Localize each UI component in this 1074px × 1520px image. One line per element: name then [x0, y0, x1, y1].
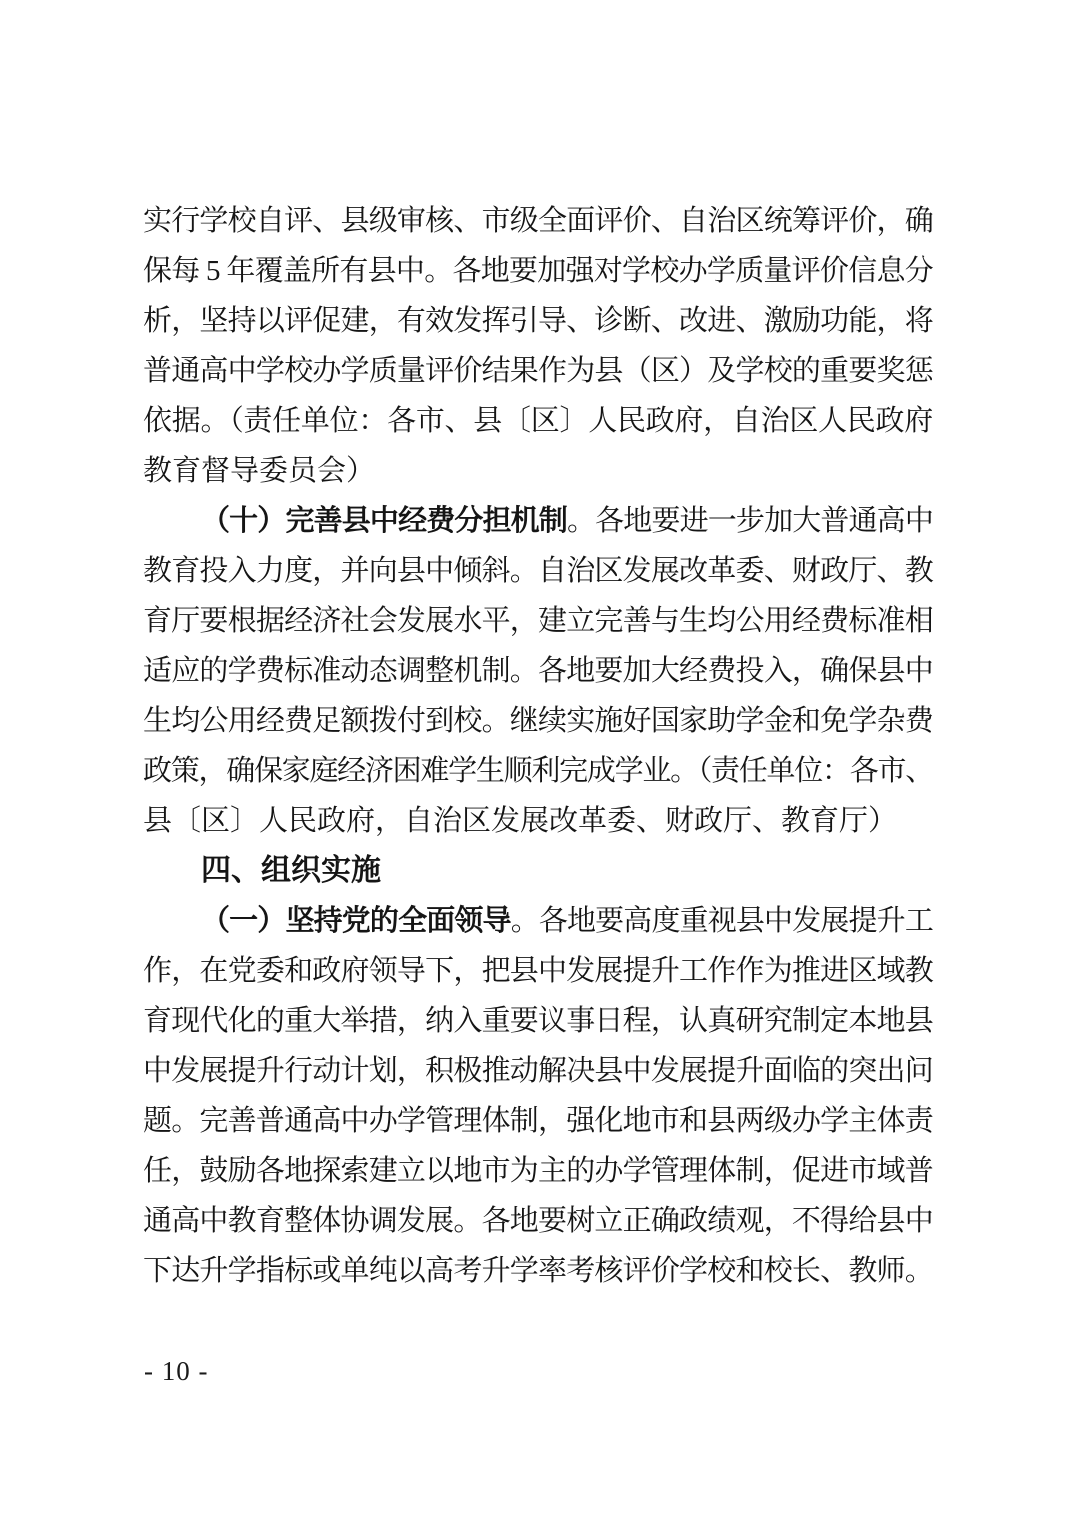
para-party-leadership	[143, 896, 933, 1296]
heading-organization-implementation	[143, 846, 933, 896]
text-line	[143, 246, 933, 296]
text-line	[143, 696, 933, 746]
text-segment: 生均公用经费足额拨付到校。继续实施好国家助学金和免学杂费	[143, 705, 933, 737]
text-segment: 育现代化的重大举措，纳入重要议事日程，认真研究制定本地县	[143, 1005, 933, 1037]
text-segment: 中发展提升行动计划，积极推动解决县中发展提升面临的突出问	[143, 1055, 933, 1087]
text-line	[143, 1196, 933, 1246]
paragraph-lead: （一）坚持党的全面领导	[201, 905, 511, 937]
line-content	[143, 246, 933, 296]
line-content	[143, 646, 933, 696]
text-line	[143, 596, 933, 646]
text-segment: 教育投入力度，并向县中倾斜。自治区发展改革委、财政厅、教	[143, 555, 933, 587]
line-content	[143, 696, 933, 746]
text-segment: 保每 5 年覆盖所有县中。各地要加强对学校办学质量评价信息分	[143, 255, 933, 287]
text-segment: 适应的学费标准动态调整机制。各地要加大经费投入，确保县中	[143, 655, 933, 687]
line-content	[143, 196, 933, 246]
text-line	[143, 396, 933, 446]
line-content	[143, 546, 933, 596]
paragraph-lead: 四、组织实施	[201, 854, 381, 887]
text-segment: 依据。（责任单位：各市、县〔区〕人民政府，自治区人民政府	[143, 405, 933, 437]
text-segment: 。各地要高度重视县中发展提升工	[510, 905, 933, 937]
line-content	[143, 1246, 933, 1296]
line-content	[201, 846, 381, 896]
text-line	[143, 746, 933, 796]
text-line	[143, 446, 933, 496]
line-content	[143, 1046, 933, 1096]
line-content	[201, 496, 933, 546]
line-content	[143, 296, 933, 346]
text-line	[143, 896, 933, 946]
heading-line	[143, 846, 933, 896]
text-line	[143, 996, 933, 1046]
paragraph-lead: （十）完善县中经费分担机制	[201, 505, 567, 537]
para-quality-evaluation	[143, 196, 933, 496]
document-body	[143, 196, 933, 1296]
text-segment: 作，在党委和政府领导下，把县中发展提升工作作为推进区域教	[143, 955, 933, 987]
line-content	[143, 346, 933, 396]
text-segment: 题。完善普通高中办学管理体制，强化地市和县两级办学主体责	[143, 1105, 933, 1137]
line-content	[143, 396, 933, 446]
text-line	[143, 1046, 933, 1096]
text-segment: 析，坚持以评促建，有效发挥引导、诊断、改进、激励功能，将	[143, 305, 933, 337]
text-line	[143, 1096, 933, 1146]
line-content	[201, 896, 933, 946]
text-segment: 普通高中学校办学质量评价结果作为县（区）及学校的重要奖惩	[143, 355, 933, 387]
text-line	[143, 346, 933, 396]
line-content	[143, 946, 933, 996]
text-segment: 任，鼓励各地探索建立以地市为主的办学管理体制，促进市域普	[143, 1155, 933, 1187]
text-segment: 育厅要根据经济社会发展水平，建立完善与生均公用经费标准相	[143, 605, 933, 637]
text-segment: 县〔区〕人民政府，自治区发展改革委、财政厅、教育厅）	[143, 805, 898, 837]
text-line	[143, 646, 933, 696]
line-content	[143, 1146, 933, 1196]
text-line	[143, 1146, 933, 1196]
line-content	[143, 1196, 933, 1246]
line-content	[143, 796, 897, 846]
text-segment: 通高中教育整体协调发展。各地要树立正确政绩观，不得给县中	[143, 1205, 933, 1237]
text-segment: 下达升学指标或单纯以高考升学率考核评价学校和校长、教师。	[143, 1255, 933, 1287]
text-segment: 。各地要进一步加大普通高中	[567, 505, 933, 537]
page-number: - 10 -	[144, 1356, 209, 1386]
line-content	[143, 1096, 933, 1146]
line-content	[143, 996, 933, 1046]
text-line	[143, 196, 933, 246]
text-line	[143, 946, 933, 996]
text-line	[143, 1246, 933, 1296]
line-content	[143, 596, 933, 646]
text-line	[143, 796, 933, 846]
text-line	[143, 496, 933, 546]
text-segment: 教育督导委员会）	[143, 455, 376, 487]
text-segment: 实行学校自评、县级审核、市级全面评价、自治区统筹评价，确	[143, 205, 933, 237]
para-funding-mechanism	[143, 496, 933, 846]
line-content	[143, 746, 933, 796]
text-segment: 政策，确保家庭经济困难学生顺利完成学业。（责任单位：各市、	[143, 755, 933, 787]
text-line	[143, 546, 933, 596]
line-content	[143, 446, 375, 496]
text-line	[143, 296, 933, 346]
